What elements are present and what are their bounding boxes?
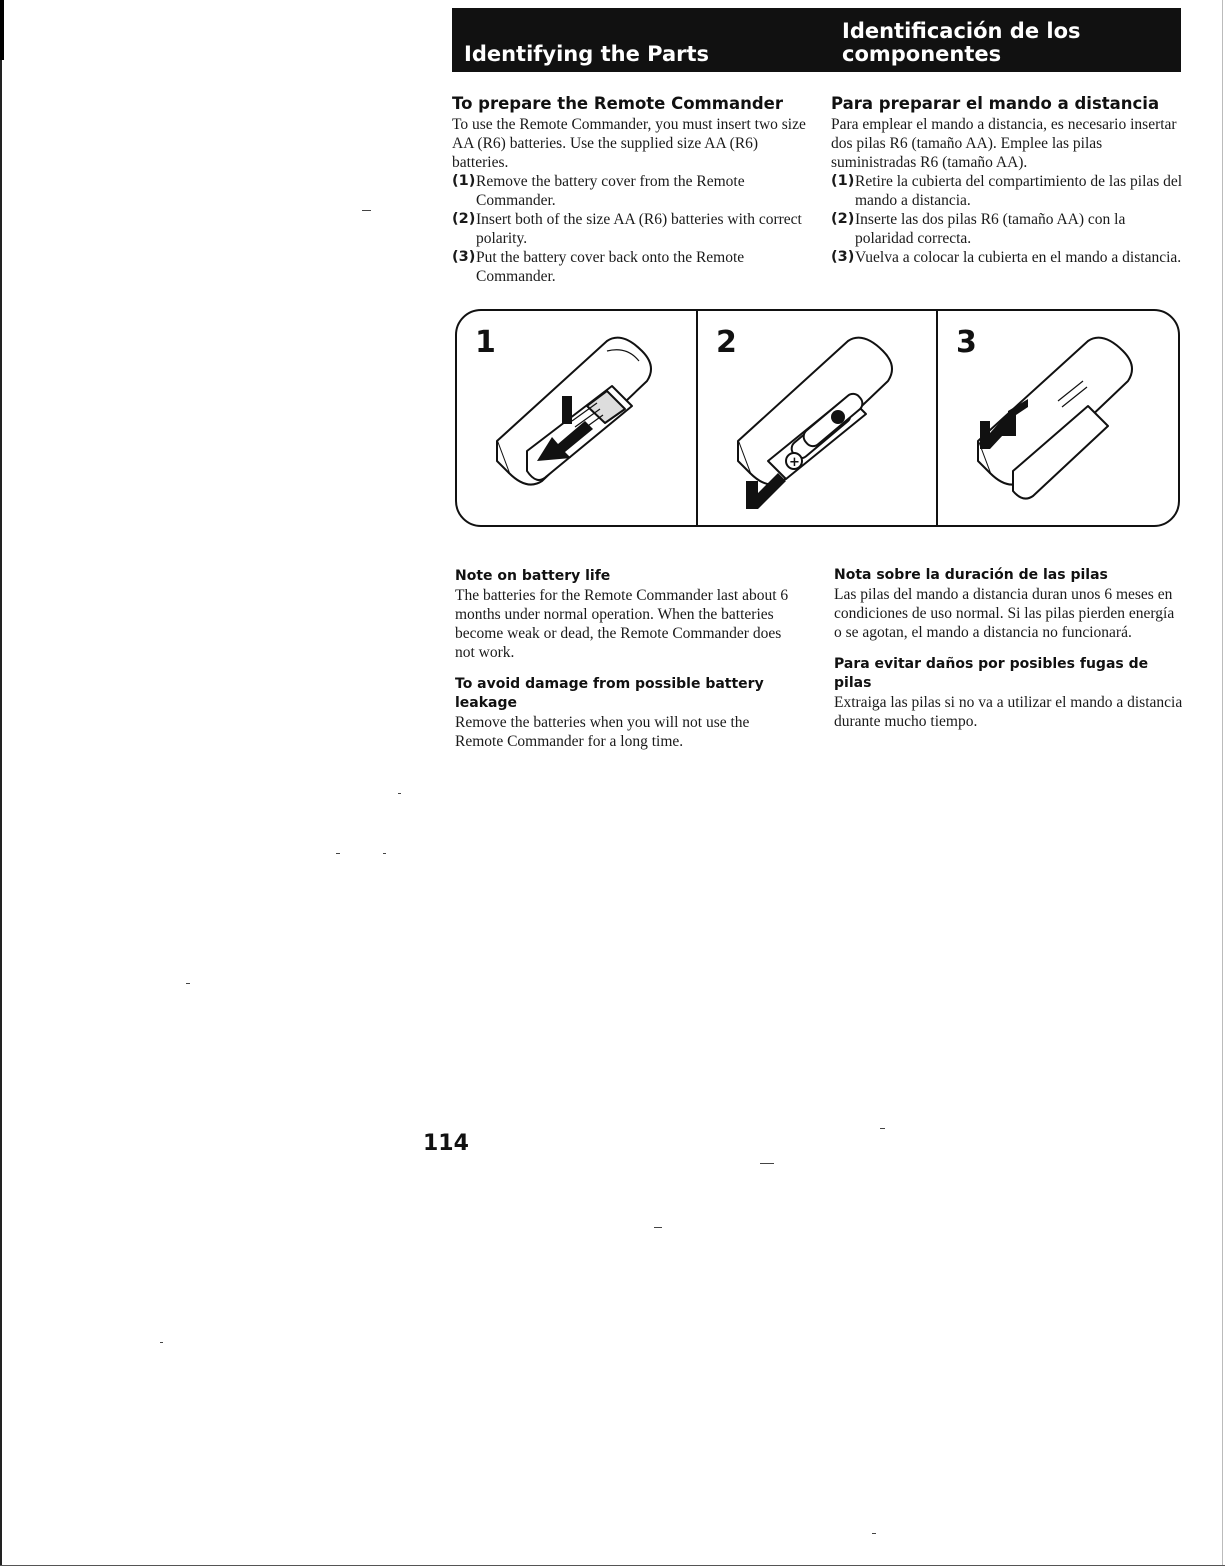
step-number: (2) [831,211,855,227]
scan-speck [654,1227,662,1228]
scan-speck [760,1163,774,1164]
step-number: (1) [831,173,855,189]
battery-insertion-icon [698,311,936,525]
section-title-spanish: Identificación de los componentes [842,19,1081,66]
section-header-bar [452,8,1181,72]
remote-cover-removal-icon [457,311,696,525]
step-number: (3) [831,249,855,265]
step-number: (1) [452,173,476,189]
battery-notes-english [455,567,800,751]
scan-speck [186,983,190,984]
battery-life-text-spanish: Las pilas del mando a distancia duran unos 6 meses en condiciones de uso normal. Si las pilas pierden energía o se agotan, el mando a distancia no funcionará. [834,586,1175,641]
scan-edge-mark [0,0,4,60]
section-title-english: Identifying the Parts [464,42,710,66]
scan-speck [880,1128,885,1129]
leakage-text-spanish: Extraiga las pilas si no va a utilizar el mando a distancia durante mucho tiempo. [834,694,1183,730]
scan-speck [383,853,386,854]
step-2-english [452,210,812,248]
step-text: Retire la cubierta del compartimiento de las pilas del mando a distancia. [855,173,1183,209]
prepare-remote-spanish [831,94,1186,267]
svg-text:+: + [789,455,800,470]
step-number: (2) [452,211,476,227]
step-text: Insert both of the size AA (R6) batteries with correct polarity. [476,211,802,247]
leakage-heading-english: To avoid damage from possible battery leakage [455,676,764,711]
page-number: 114 [423,1131,469,1156]
scan-speck [160,1342,163,1343]
illustration-panel-1 [457,311,696,525]
battery-installation-illustration [455,309,1180,527]
prepare-intro-spanish: Para emplear el mando a distancia, es necesario insertar dos pilas R6 (tamaño AA). Emplee las pilas suministradas R6 (tamaño AA). [831,116,1177,171]
step-3-english [452,248,812,286]
scan-edge-right [1222,0,1223,1566]
scan-speck [362,210,371,211]
step-text: Put the battery cover back onto the Remote Commander. [476,249,745,285]
leakage-heading-spanish: Para evitar daños por posibles fugas de pilas [834,656,1149,691]
step-3-spanish [831,248,1186,267]
panel-number: 2 [716,325,737,360]
battery-life-heading-english: Note on battery life [455,568,611,584]
step-number: (3) [452,249,476,265]
prepare-heading-spanish: Para preparar el mando a distancia [831,94,1160,113]
illustration-panel-2 [698,311,936,525]
battery-notes-spanish [834,566,1184,731]
panel-number: 1 [475,325,496,360]
prepare-heading-english: To prepare the Remote Commander [452,94,783,113]
illustration-panel-3 [938,311,1178,525]
battery-life-heading-spanish: Nota sobre la duración de las pilas [834,567,1108,583]
battery-life-text-english: The batteries for the Remote Commander last about 6 months under normal operation. When the batteries become weak or dead, the Remote Commander does not work. [455,587,789,661]
step-text: Inserte las dos pilas R6 (tamaño AA) con la polaridad correcta. [855,211,1126,247]
remote-cover-replacement-icon [938,311,1178,525]
scan-speck [872,1533,876,1534]
step-1-spanish [831,172,1186,210]
prepare-remote-english [452,94,812,286]
step-text: Vuelva a colocar la cubierta en el mando a distancia. [855,249,1182,266]
step-1-english [452,172,812,210]
prepare-intro-english: To use the Remote Commander, you must insert two size AA (R6) batteries. Use the supplied size AA (R6) batteries. [452,116,806,171]
leakage-text-english: Remove the batteries when you will not use the Remote Commander for a long time. [455,714,750,750]
scan-edge-left [0,0,2,1566]
scan-speck [398,793,401,794]
step-text: Remove the battery cover from the Remote Commander. [476,173,745,209]
panel-number: 3 [956,325,977,360]
step-2-spanish [831,210,1186,248]
scan-speck [336,853,340,854]
